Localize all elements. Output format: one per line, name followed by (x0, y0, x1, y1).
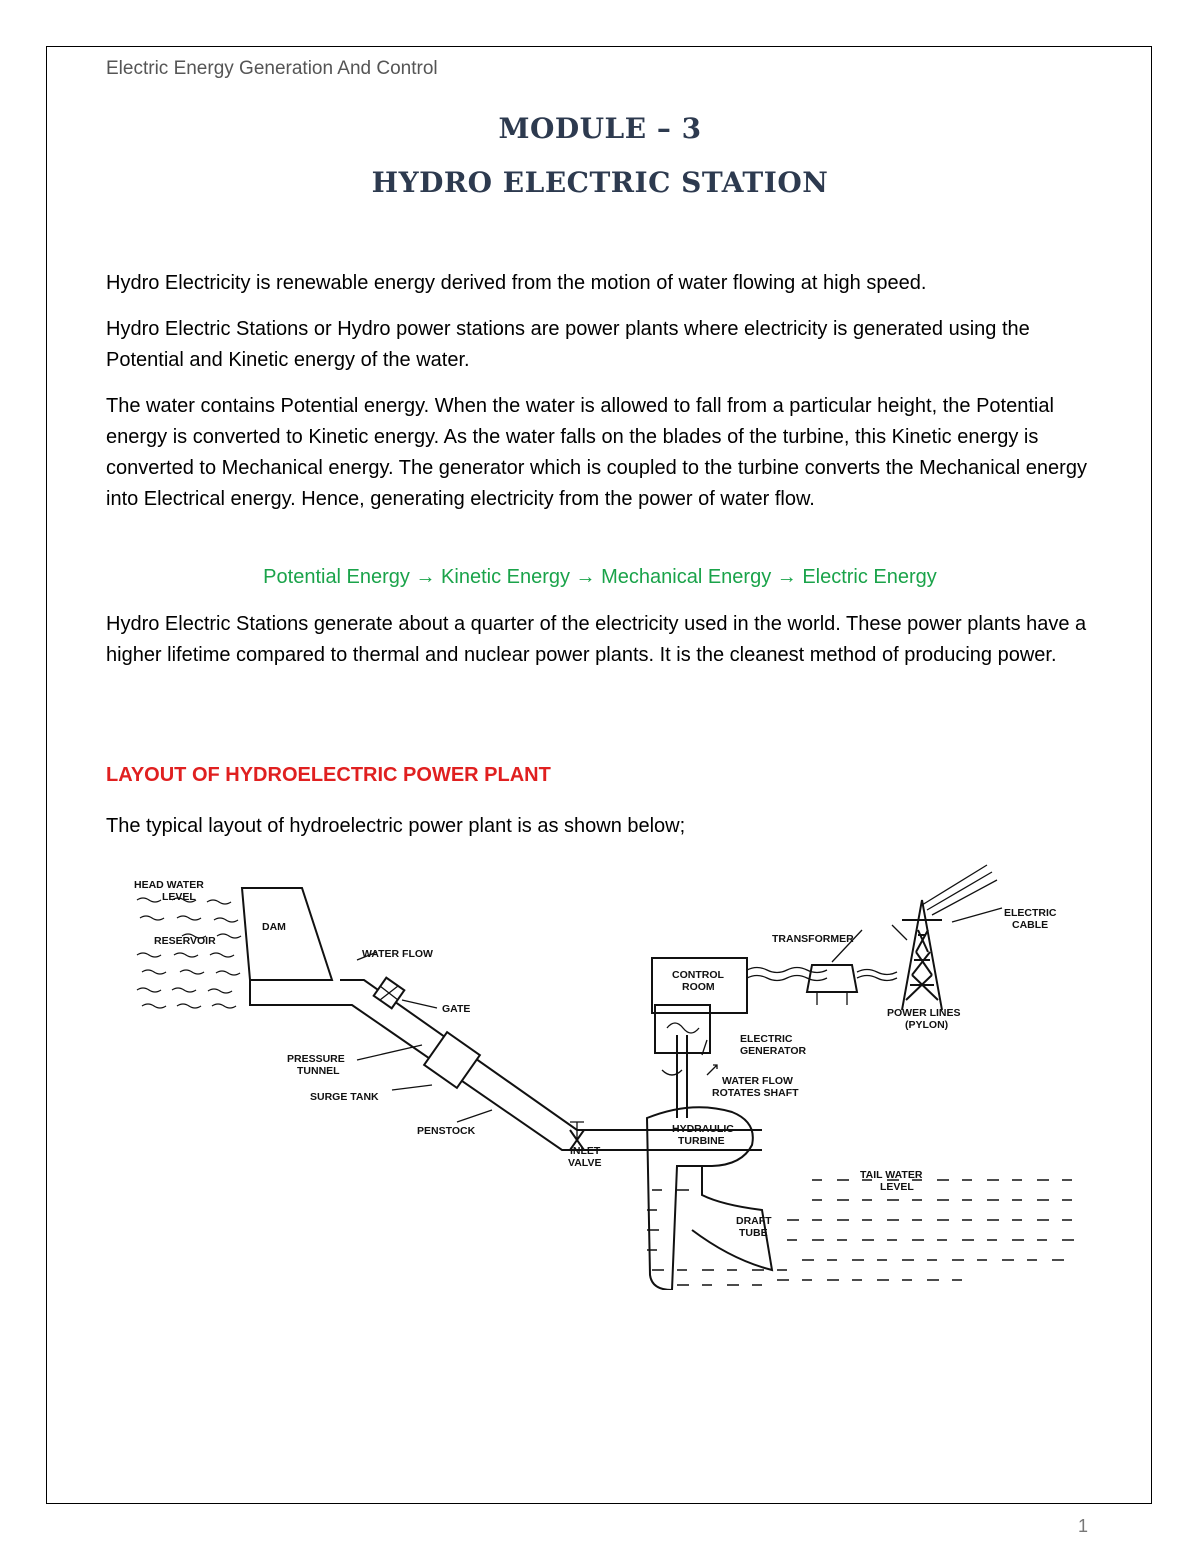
label-electric-generator: ELECTRIC (740, 1033, 793, 1045)
paragraph-usage: Hydro Electric Stations generate about a quarter of the electricity used in the world. These power plants have a higher lifetime compared to thermal and nuclear power plants. It is the cleanest method of producing power. (106, 613, 1087, 666)
paragraph-working: The water contains Potential energy. When the water is allowed to fall from a particular height, the Potential energy is converted to Kinetic energy. As the water falls on the blades of the turbine, this Kinetic energy is converted to Mechanical energy. The generator which is coupled to the turbine converts the Mechanical energy into Electrical energy. Hence, generating electricity from the power of water flow. (106, 395, 1087, 510)
label-pressure-tunnel: PRESSURE (287, 1053, 345, 1065)
paragraph-definition: Hydro Electric Stations or Hydro power stations are power plants where electricity is generated using the Potential and Kinetic energy of the water. (106, 318, 1030, 371)
svg-text:LEVEL: LEVEL (880, 1181, 914, 1193)
label-tail-water-level: TAIL WATER (860, 1169, 923, 1181)
label-penstock: PENSTOCK (417, 1125, 476, 1137)
electric-cable (922, 865, 997, 915)
tail-water (647, 1180, 1074, 1285)
svg-text:TUNNEL: TUNNEL (297, 1065, 340, 1077)
label-water-flow-shaft: WATER FLOW (722, 1075, 793, 1087)
transformer-icon (807, 965, 857, 1005)
paragraph-intro: Hydro Electricity is renewable energy derived from the motion of water flowing at high speed. (106, 272, 927, 294)
label-surge-tank: SURGE TANK (310, 1091, 379, 1103)
label-gate: GATE (442, 1003, 471, 1015)
section-heading: LAYOUT OF HYDROELECTRIC POWER PLANT (106, 764, 551, 786)
label-head-water-level: HEAD WATER (134, 879, 204, 891)
svg-text:LEVEL: LEVEL (162, 891, 196, 903)
svg-text:ROOM: ROOM (682, 981, 715, 993)
gate (374, 978, 405, 1009)
hydro-plant-layout-diagram (132, 860, 1082, 1290)
surge-tank (424, 1032, 480, 1088)
page-number: 1 (1078, 1516, 1089, 1536)
label-transformer: TRANSFORMER (772, 933, 854, 945)
label-dam: DAM (262, 921, 286, 933)
svg-text:ROTATES SHAFT: ROTATES SHAFT (712, 1087, 799, 1099)
label-inlet-valve: INLET (570, 1145, 601, 1157)
pylon-icon (902, 900, 942, 1010)
label-power-lines: POWER LINES (887, 1007, 961, 1019)
svg-text:CABLE: CABLE (1012, 919, 1049, 931)
running-header: Electric Energy Generation And Control (106, 58, 438, 79)
station-title: HYDRO ELECTRIC STATION (371, 166, 829, 199)
label-reservoir: RESERVOIR (154, 935, 216, 947)
svg-text:TURBINE: TURBINE (678, 1135, 725, 1147)
svg-text:GENERATOR: GENERATOR (740, 1045, 807, 1057)
label-water-flow: WATER FLOW (362, 948, 433, 960)
svg-text:TUBE: TUBE (739, 1227, 768, 1239)
svg-text:VALVE: VALVE (568, 1157, 602, 1169)
dam (242, 888, 332, 980)
module-title: MODULE – 3 (498, 112, 702, 145)
label-draft-tube: DRAFT (736, 1215, 772, 1227)
paragraph-layout-intro: The typical layout of hydroelectric power plant is as shown below; (106, 815, 686, 837)
label-hydraulic-turbine: HYDRAULIC (672, 1123, 734, 1135)
shaft (677, 1035, 687, 1118)
energy-chain: Potential Energy → Kinetic Energy → Mechanical Energy → Electric Energy (263, 566, 937, 588)
label-electric-cable: ELECTRIC (1004, 907, 1057, 919)
reservoir-water (137, 898, 241, 1008)
label-control-room: CONTROL (672, 969, 724, 981)
svg-text:(PYLON): (PYLON) (905, 1019, 949, 1031)
